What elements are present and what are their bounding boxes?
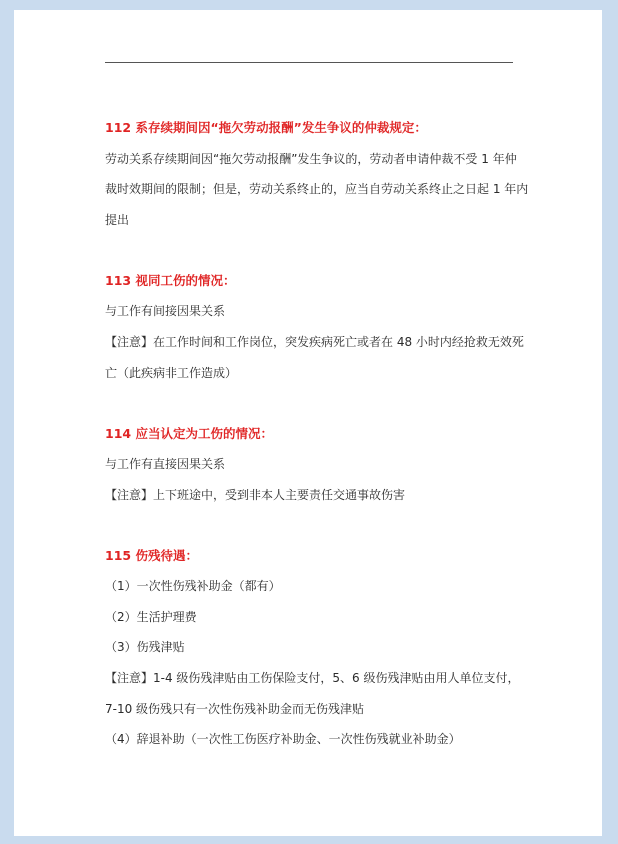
section-115-line-5: 7-10 级伤残只有一次性伤残补助金而无伤残津贴 — [105, 702, 365, 716]
section-115-line-2: （2）生活护理费 — [105, 610, 197, 624]
section-115-line-6: （4）辞退补助（一次性工伤医疗补助金、一次性伤残就业补助金） — [105, 732, 461, 746]
document-page — [14, 10, 602, 836]
section-115-line-4: 【注意】1-4 级伤残津贴由工伤保险支付，5、6 级伤残津贴由用人单位支付， — [105, 671, 520, 685]
header-rule — [105, 62, 513, 63]
section-112-line-3: 提出 — [105, 213, 130, 227]
section-114-line-1: 与工作有直接因果关系 — [105, 457, 226, 471]
section-113-line-2: 【注意】在工作时间和工作岗位，突发疾病死亡或者在 48 小时内经抢救无效死 — [105, 335, 524, 349]
section-114-heading: 114 应当认定为工伤的情况： — [105, 426, 273, 441]
section-115-line-3: （3）伤残津贴 — [105, 640, 185, 654]
section-112-heading: 112 系存续期间因“拖欠劳动报酬”发生争议的仲裁规定： — [105, 120, 427, 135]
section-112-line-2: 裁时效期间的限制；但是，劳动关系终止的，应当自劳动关系终止之日起 1 年内 — [105, 182, 529, 196]
section-115-heading: 115 伤残待遇： — [105, 548, 198, 563]
section-114-line-2: 【注意】上下班途中，受到非本人主要责任交通事故伤害 — [105, 488, 406, 502]
section-112-line-1: 劳动关系存续期间因“拖欠劳动报酬”发生争议的，劳动者申请仲裁不受 1 年仲 — [105, 152, 517, 166]
section-113-line-1: 与工作有间接因果关系 — [105, 304, 226, 318]
section-113-line-3: 亡（此疾病非工作造成） — [105, 366, 238, 380]
section-113-heading: 113 视同工伤的情况： — [105, 273, 236, 288]
section-115-line-1: （1）一次性伤残补助金（都有） — [105, 579, 281, 593]
